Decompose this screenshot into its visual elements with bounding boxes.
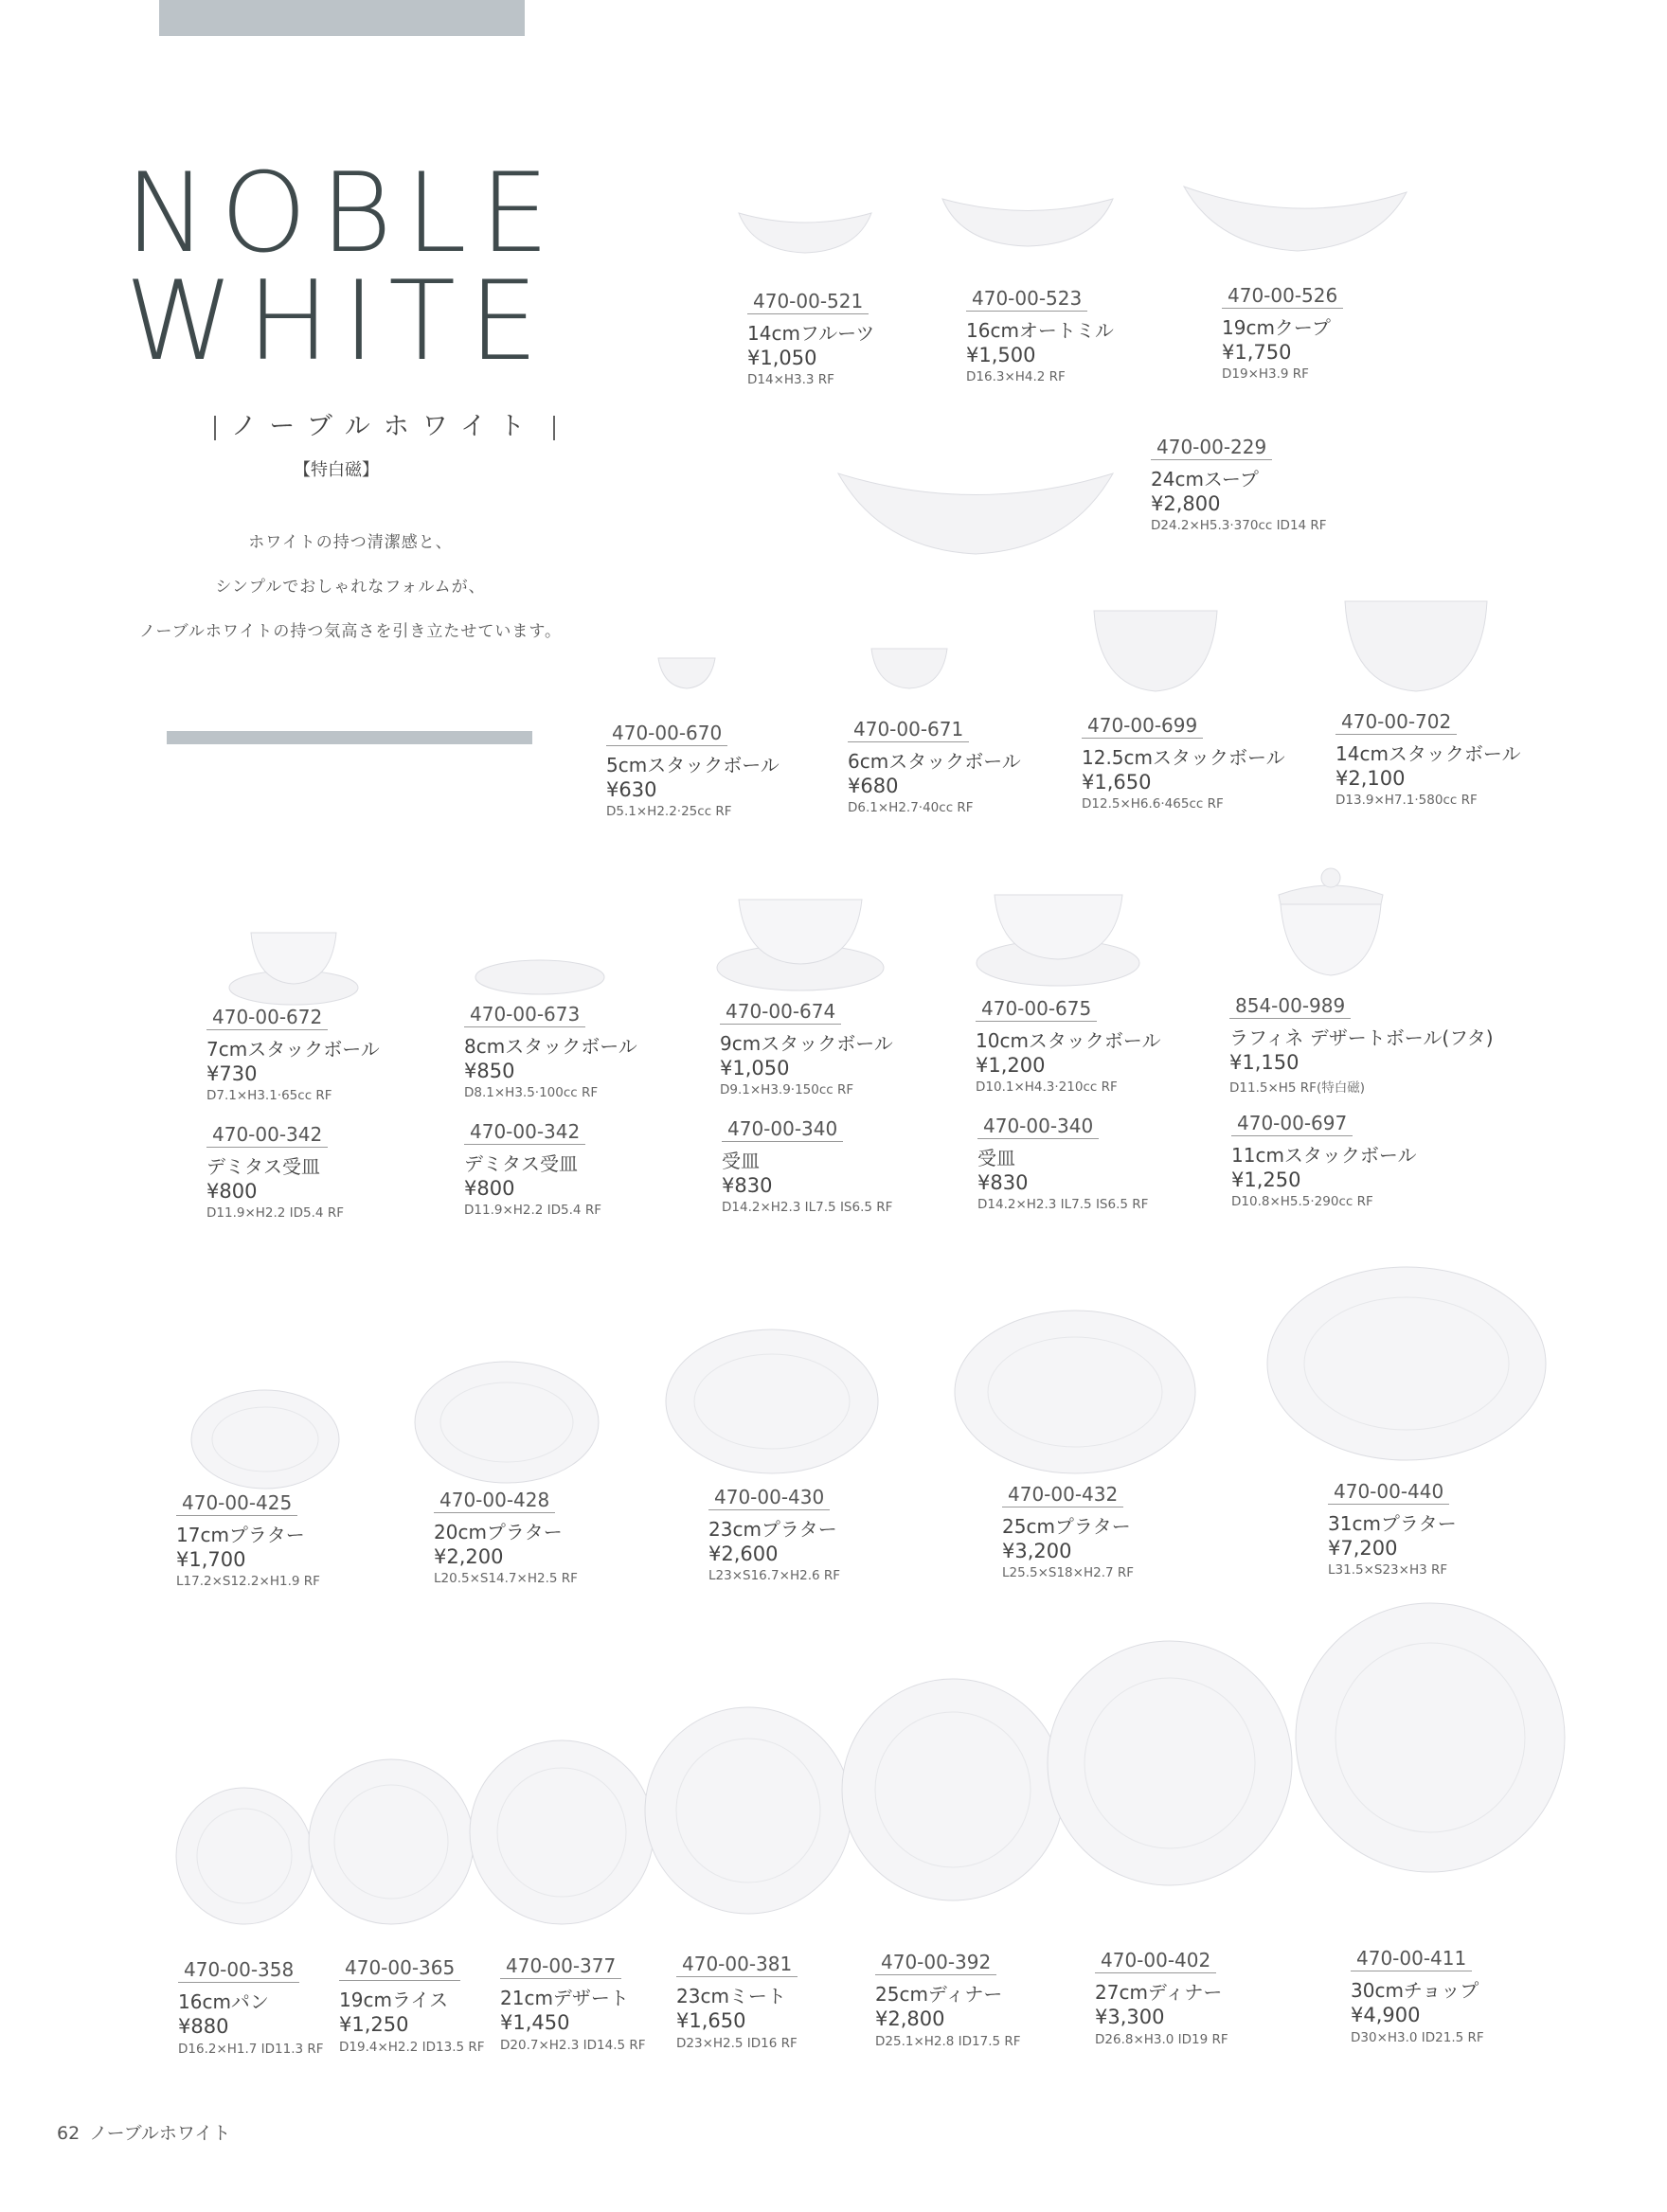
product-spec: D10.8×H5.5·290cc RF xyxy=(1231,1194,1373,1209)
product-spec: D9.1×H3.9·150cc RF xyxy=(720,1082,854,1097)
product-code: 470-00-670 xyxy=(606,722,727,746)
product-code: 470-00-521 xyxy=(747,290,869,314)
product-price: ¥800 xyxy=(464,1177,515,1200)
product-spec: D10.1×H4.3·210cc RF xyxy=(976,1079,1118,1095)
soup-plate-image xyxy=(834,455,1118,559)
product-price: ¥2,100 xyxy=(1335,767,1406,790)
product-470-00-402 xyxy=(1095,1949,1237,2049)
product-470-00-674 xyxy=(720,1000,893,1097)
product-code: 470-00-672 xyxy=(206,1006,328,1030)
product-code: 470-00-381 xyxy=(676,1953,798,1977)
product-name: 27cmディナー xyxy=(1095,1981,1223,2004)
product-price: ¥1,250 xyxy=(1231,1168,1301,1191)
product-code: 470-00-340 xyxy=(977,1115,1099,1139)
product-470-00-432 xyxy=(1002,1483,1134,1580)
brand-subtitle xyxy=(199,405,570,442)
bowl-with-saucer-7-image xyxy=(227,923,360,1008)
product-spec: L20.5×S14.7×H2.5 RF xyxy=(434,1571,578,1586)
product-code: 470-00-425 xyxy=(176,1491,297,1516)
product-code: 470-00-411 xyxy=(1351,1947,1472,1971)
page-number: 62 xyxy=(57,2123,81,2144)
product-price: ¥680 xyxy=(848,775,899,797)
platter-17-image xyxy=(189,1387,341,1491)
product-470-00-411 xyxy=(1351,1947,1493,2047)
product-code: 470-00-673 xyxy=(464,1003,585,1027)
product-spec: D14.2×H2.3 IL7.5 IS6.5 RF xyxy=(977,1197,1149,1212)
product-code: 470-00-702 xyxy=(1335,710,1457,735)
product-code: 470-00-697 xyxy=(1231,1112,1353,1136)
product-price: ¥1,650 xyxy=(1082,771,1152,794)
page-footer xyxy=(57,2119,240,2145)
product-spec: D11.9×H2.2 ID5.4 RF xyxy=(206,1205,344,1221)
product-price: ¥830 xyxy=(977,1171,1029,1194)
product-price: ¥1,500 xyxy=(966,344,1036,366)
bowl-with-saucer-8-image xyxy=(474,909,606,999)
footer-section: ノーブルホワイト xyxy=(89,2123,231,2144)
product-price: ¥630 xyxy=(606,778,657,801)
product-spec: D7.1×H3.1·65cc RF xyxy=(206,1088,332,1103)
product-name: デミタス受皿 xyxy=(206,1155,320,1178)
product-price: ¥1,250 xyxy=(339,2013,409,2036)
product-name: 30cmチョップ xyxy=(1351,1979,1479,2002)
product-name: 12.5cmスタックボール xyxy=(1082,746,1285,769)
product-spec: D8.1×H3.5·100cc RF xyxy=(464,1085,599,1100)
product-spec: D30×H3.0 ID21.5 RF xyxy=(1351,2030,1484,2045)
product-name: 31cmプラター xyxy=(1328,1512,1457,1535)
product-spec: D6.1×H2.7·40cc RF xyxy=(848,800,974,815)
product-470-00-675 xyxy=(976,997,1161,1095)
product-name: 11cmスタックボール xyxy=(1231,1144,1417,1167)
product-spec: D5.1×H2.2·25cc RF xyxy=(606,804,732,819)
product-code: 854-00-989 xyxy=(1229,994,1351,1019)
product-price: ¥3,300 xyxy=(1095,2006,1165,2028)
product-spec: D16.2×H1.7 ID11.3 RF xyxy=(178,2042,324,2057)
product-470-00-425 xyxy=(176,1491,320,1589)
product-name: ラフィネ デザートボール(フタ) xyxy=(1229,1026,1494,1049)
product-470-00-673 xyxy=(464,1003,637,1100)
top-decorative-bar xyxy=(159,0,525,36)
product-470-00-523 xyxy=(966,287,1114,384)
product-name: 16cmパン xyxy=(178,1990,269,2013)
plate-19-image xyxy=(306,1757,476,1927)
product-code: 470-00-430 xyxy=(708,1486,830,1510)
description-line: ホワイトの持つ清潔感と、 xyxy=(248,533,453,552)
stack-bowl-5-image xyxy=(654,653,720,691)
product-470-00-377 xyxy=(500,1954,661,2055)
product-code: 470-00-428 xyxy=(434,1489,555,1513)
product-price: ¥850 xyxy=(464,1060,515,1082)
product-name: 25cmプラター xyxy=(1002,1515,1131,1538)
product-spec: D14.2×H2.3 IL7.5 IS6.5 RF xyxy=(722,1200,893,1215)
product-470-00-358 xyxy=(178,1958,330,2059)
subtitle-text: ノーブルホワイト xyxy=(231,412,538,441)
product-code: 470-00-526 xyxy=(1222,284,1343,309)
product-470-00-392 xyxy=(875,1951,1036,2051)
product-name: 6cmスタックボール xyxy=(848,750,1021,773)
product-name: 19cmクープ xyxy=(1222,316,1331,339)
product-spec: D19.4×H2.2 ID13.5 RF xyxy=(339,2040,485,2055)
description xyxy=(123,521,578,654)
description-line: ノーブルホワイトの持つ気高さを引き立たせています。 xyxy=(138,622,563,641)
product-price: ¥1,700 xyxy=(176,1548,246,1571)
product-name: 24cmスープ xyxy=(1151,468,1259,491)
product-price: ¥1,150 xyxy=(1229,1051,1300,1074)
product-spec: D23×H2.5 ID16 RF xyxy=(676,2036,798,2051)
product-name: 23cmミート xyxy=(676,1985,786,2007)
product-470-00-521 xyxy=(747,290,874,387)
divider xyxy=(214,416,216,440)
product-price: ¥4,900 xyxy=(1351,2004,1421,2026)
product-name: 14cmスタックボール xyxy=(1335,742,1521,765)
product-price: ¥2,800 xyxy=(875,2007,945,2030)
product-name: 19cmライス xyxy=(339,1989,449,2011)
product-name: 8cmスタックボール xyxy=(464,1035,637,1058)
product-code: 470-00-377 xyxy=(500,1954,621,1979)
product-470-00-428 xyxy=(434,1489,578,1586)
brand-title-line1: NOBLE xyxy=(125,150,563,277)
brand-title-line2: WHITE xyxy=(125,258,552,385)
bowl-with-saucer-10-image xyxy=(976,885,1141,990)
product-name: 10cmスタックボール xyxy=(976,1029,1161,1052)
platter-23-image xyxy=(663,1326,881,1477)
product-price: ¥730 xyxy=(206,1062,258,1085)
description-line: シンプルでおしゃれなフォルムが、 xyxy=(215,578,486,597)
product-code: 470-00-674 xyxy=(720,1000,841,1025)
product-spec: D20.7×H2.3 ID14.5 RF xyxy=(500,2038,646,2053)
product-spec: D12.5×H6.6·465cc RF xyxy=(1082,796,1224,812)
product-470-00-342 xyxy=(464,1120,601,1218)
plate-21-image xyxy=(467,1738,656,1927)
product-name: 7cmスタックボール xyxy=(206,1038,380,1061)
product-price: ¥1,450 xyxy=(500,2011,570,2034)
product-code: 470-00-342 xyxy=(464,1120,585,1145)
product-470-00-342 xyxy=(206,1123,344,1221)
product-470-00-671 xyxy=(848,718,1021,815)
product-price: ¥2,600 xyxy=(708,1543,779,1565)
product-name: 受皿 xyxy=(722,1150,760,1172)
material-badge: 【特白磁】 xyxy=(294,460,379,480)
product-spec: L31.5×S23×H3 RF xyxy=(1328,1562,1448,1578)
product-470-00-702 xyxy=(1335,710,1521,808)
product-470-00-430 xyxy=(708,1486,840,1583)
product-code: 470-00-671 xyxy=(848,718,969,742)
product-name: 17cmプラター xyxy=(176,1524,305,1546)
product-spec: D16.3×H4.2 RF xyxy=(966,369,1066,384)
product-spec: L17.2×S12.2×H1.9 RF xyxy=(176,1574,320,1589)
product-price: ¥830 xyxy=(722,1174,773,1197)
product-code: 470-00-523 xyxy=(966,287,1087,312)
product-name: 23cmプラター xyxy=(708,1518,837,1541)
product-name: デミタス受皿 xyxy=(464,1152,578,1175)
plate-25-image xyxy=(839,1676,1067,1903)
product-470-00-229 xyxy=(1151,436,1327,533)
stack-bowl-12-image xyxy=(1089,606,1222,696)
product-470-00-440 xyxy=(1328,1480,1457,1578)
product-470-00-672 xyxy=(206,1006,380,1103)
product-price: ¥1,050 xyxy=(720,1057,790,1079)
fruit-bowl-image xyxy=(734,194,876,260)
product-name: 20cmプラター xyxy=(434,1521,563,1543)
product-470-00-697 xyxy=(1231,1112,1417,1209)
product-470-00-381 xyxy=(676,1953,809,2053)
product-name: 25cmディナー xyxy=(875,1983,1003,2006)
product-470-00-365 xyxy=(339,1956,491,2057)
product-price: ¥7,200 xyxy=(1328,1537,1398,1560)
coupe-bowl-image xyxy=(1179,175,1411,256)
platter-20-image xyxy=(412,1359,601,1487)
product-spec: D24.2×H5.3·370cc ID14 RF xyxy=(1151,518,1327,533)
stack-bowl-14-image xyxy=(1340,597,1492,696)
product-name: 9cmスタックボール xyxy=(720,1032,893,1055)
plate-30-image xyxy=(1293,1600,1568,1875)
product-price: ¥1,050 xyxy=(747,347,817,369)
product-470-00-699 xyxy=(1082,714,1285,812)
product-470-00-526 xyxy=(1222,284,1343,382)
product-code: 470-00-365 xyxy=(339,1956,460,1981)
product-code: 470-00-675 xyxy=(976,997,1097,1022)
product-spec: D19×H3.9 RF xyxy=(1222,366,1309,382)
product-name: 5cmスタックボール xyxy=(606,754,780,776)
product-spec: D11.9×H2.2 ID5.4 RF xyxy=(464,1203,601,1218)
product-price: ¥2,200 xyxy=(434,1545,504,1568)
plate-23-image xyxy=(642,1704,855,1918)
product-code: 470-00-402 xyxy=(1095,1949,1216,1973)
product-470-00-340 xyxy=(722,1117,892,1215)
platter-25-image xyxy=(952,1307,1198,1477)
stack-bowl-6-image xyxy=(867,644,952,691)
product-price: ¥880 xyxy=(178,2015,229,2038)
product-code: 470-00-340 xyxy=(722,1117,843,1142)
oatmeal-bowl-image xyxy=(938,180,1118,256)
product-code: 470-00-358 xyxy=(178,1958,299,1983)
product-spec: D11.5×H5 RF(特白磁) xyxy=(1229,1080,1365,1096)
product-spec: D25.1×H2.8 ID17.5 RF xyxy=(875,2034,1021,2049)
product-spec: L23×S16.7×H2.6 RF xyxy=(708,1568,841,1583)
product-854-00-989 xyxy=(1229,994,1494,1096)
product-code: 470-00-440 xyxy=(1328,1480,1449,1505)
product-name: 受皿 xyxy=(977,1147,1015,1169)
product-code: 470-00-229 xyxy=(1151,436,1272,460)
section-decorative-bar xyxy=(167,731,532,744)
product-price: ¥1,650 xyxy=(676,2009,746,2032)
product-spec: D26.8×H3.0 ID19 RF xyxy=(1095,2032,1228,2047)
product-code: 470-00-342 xyxy=(206,1123,328,1148)
product-code: 470-00-699 xyxy=(1082,714,1203,739)
product-spec: L25.5×S18×H2.7 RF xyxy=(1002,1565,1135,1580)
product-price: ¥2,800 xyxy=(1151,492,1221,515)
product-name: 14cmフルーツ xyxy=(747,322,875,345)
product-code: 470-00-392 xyxy=(875,1951,996,1975)
plate-16-image xyxy=(173,1785,315,1927)
product-spec: D13.9×H7.1·580cc RF xyxy=(1335,793,1478,808)
product-spec: D14×H3.3 RF xyxy=(747,372,834,387)
product-470-00-340 xyxy=(977,1115,1148,1212)
product-470-00-670 xyxy=(606,722,780,819)
dessert-bowl-lid-image xyxy=(1269,857,1392,980)
product-name: 16cmオートミル xyxy=(966,319,1114,342)
product-price: ¥3,200 xyxy=(1002,1540,1072,1562)
bowl-with-saucer-9-image xyxy=(715,890,886,994)
product-code: 470-00-432 xyxy=(1002,1483,1123,1507)
product-price: ¥1,750 xyxy=(1222,341,1292,364)
platter-31-image xyxy=(1264,1264,1549,1463)
divider xyxy=(553,416,555,440)
product-name: 21cmデザート xyxy=(500,1987,629,2009)
plate-27-image xyxy=(1045,1638,1296,1889)
product-price: ¥1,200 xyxy=(976,1054,1046,1077)
product-price: ¥800 xyxy=(206,1180,258,1203)
